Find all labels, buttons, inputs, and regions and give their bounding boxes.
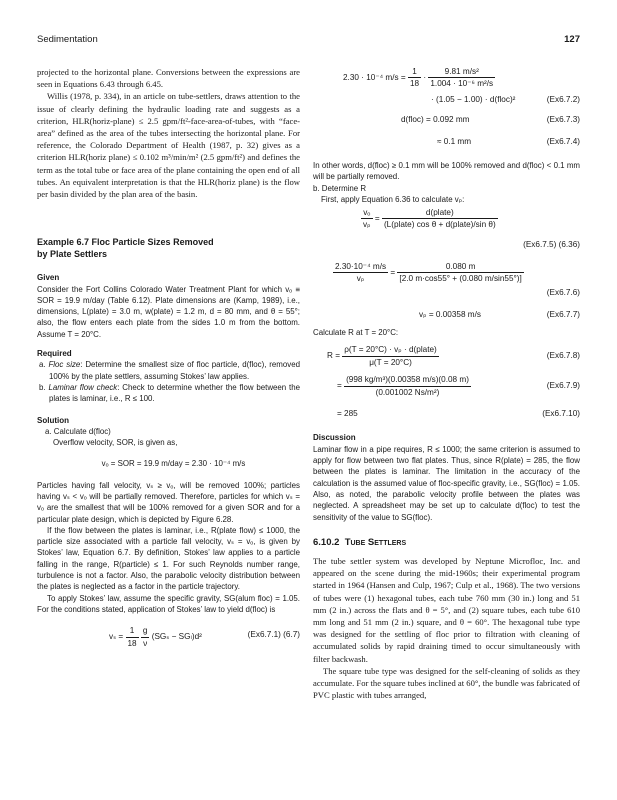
equation-ex677: vₚ = 0.00358 m/s (Ex6.7.7) [419, 310, 580, 320]
paragraph-projection: projected to the horizontal plane. Conversions between the expressions are seen in Equations 6.43 through 6.45. [37, 67, 300, 90]
example-title-line1: Example 6.7 Floc Particle Sizes Removed [37, 237, 214, 248]
section-paragraph-1: The tube settler system was developed by Neptune Microfloc, Inc. and appeared on the scene during the mid-1960s; their experimental program started in 1964 (Hansen and Culp, 1967; Culp et al., 1968). The two versions of tubes were (1) hexagonal tubes, each tube 760 mm (30 in.) long and 51 mm (2 in.) across the flats and θ = 5°, and (2) square tubes, each tube 610 mm long and 51 mm (2 in.) square, and θ = 60°. The hexagonal tube type was designed for the settling of floc prior to filtration with cleaning of accumulated solids by rapid draining timed to occur simultaneously with filter backwash. [313, 556, 580, 664]
given-text: Consider the Fort Collins Colorado Water Treatment Plant for which vₒ ≡ SOR = 19.9 m/day (Table 6.12). Plate dimensions are (Kamp, 1989), i.e., dimensions, L(plate) = 3.0 m, w(plate) = 1.2 m, d = 80 mm, and θ = 55°; also, the flow enters each plate from the sides 1.0 m from the bottom. Assume T = 20°C. [37, 284, 300, 339]
page-number: 127 [564, 34, 580, 45]
example-title [37, 236, 300, 260]
equation-overflow: vₒ = SOR = 19.9 m/day = 2.30 · 10⁻⁴ m/s [101, 459, 246, 469]
equation-ex674: ≈ 0.1 mm (Ex6.7.4) [437, 137, 580, 146]
section-running-title: Sedimentation [37, 34, 98, 45]
solution-heading: Solution [37, 415, 69, 425]
solution-a-intro: Overflow velocity, SOR, is given as, [53, 438, 178, 448]
discussion-heading: Discussion [313, 433, 356, 443]
determine-r-label: b. Determine R [313, 183, 367, 193]
spacer [37, 200, 300, 236]
spacer [37, 260, 300, 272]
equation-ex675: $\frac{\text{vₒ}}{\text{vₚ}}$ = $\frac{\text{d(plate)}}{\text{(L(plate) cos θ + d(plate)/sin θ)}}$ [363, 208, 496, 230]
required-heading: Required [37, 349, 72, 359]
required-a: a. Floc size: Determine the smallest size of floc particle, d(floc), removed 100% by the plate settlers, assuming Stokes’ law applies. [39, 360, 300, 381]
equation-ex6710: = 285 (Ex6.7.10) [337, 409, 580, 419]
section-paragraph-2: The square tube type was designed for the self-cleaning of solids as they accumulate. For the square tubes inclined at 60°, the bundle was fabricated of PVC plastic with tubes arranged, [313, 665, 580, 701]
given-heading: Given [37, 273, 60, 283]
equation-ex678: R = $\frac{\text{ρ(T = 20°C) · vₚ · d(plate)}}{\mu(T = 20^\circ C)}$ (Ex6.7.8) [327, 345, 580, 367]
paragraph-other-words: In other words, d(floc) ≥ 0.1 mm will be 100% removed and d(floc) < 0.1 mm will be partially removed. [313, 161, 580, 182]
required-b: b. Laminar flow check: Check to determine whether the flow between the plates is laminar, i.e., R ≤ 100. [39, 382, 300, 404]
example-title-line2: by Plate Settlers [37, 249, 108, 260]
determine-r-text: First, apply Equation 6.36 to calculate vₚ: [321, 194, 465, 204]
paragraph-willis: Willis (1978, p. 334), in an article on tube-settlers, draws attention to the issue of clearly defining the hydraulic loading rate and suggests as a criterion, HLR(horiz-plane) ≤ 2.5 gpm/ft²-face-area-of-tubes, with “face-area” defined as the area of the tubes intersecting the horizontal plane. For reference, the Colorado Department of Health (1987, p. 32) gives as a criterion HLR(horiz plane) ≤ 0.102 m³/min/m² (2.5 gpm/ft²) and defines the term as the total tube or face area of the plane containing the open end of all tubes. An equivalent interpretation is that the HLR(horiz plane) is the flow per basin divided by the plan area of the basin. [37, 91, 300, 200]
calculate-r-text: Calculate R at T = 20°C: [313, 328, 399, 338]
equation-ex679: = $\frac{\text{(998 kg/m³)(0.00358 m/s)(0.08 m)}}{\text{(0.001002 Ns/m²)}}$ (Ex6.7.9) [337, 375, 580, 397]
discussion-text: Laminar flow in a pipe requires, R ≤ 1000; the same criterion is assumed to apply for flow between two flat plates. Thus, since R(plate) = 285, the flow between the plates is laminar. The limitation in the accuracy of the calculation is the assumed value of floc-specific gravity, i.e., SG(floc) = 1.05. Also, as noted, the parabolic velocity profile between the plates was neglected. A spreadsheet may be set up to calculate d(floc) to test the sensitivity of the value to SG(floc). [313, 444, 580, 522]
right-column: 2.30 · 10⁻⁴ m/s = $\frac{1}{18}$ · $\frac{\text{9.81 m/s²}}{\text{1.004 · 10⁻⁶ m²/s}}$ · (1.05 − 1.00) · d(floc)² (Ex6.7.2) d(floc) = 0.092 mm (Ex6.7.3) ≈ 0.1 mm (Ex6.7.4) In other words, d(floc) ≥ 0.1 mm will be 100% removed and d(floc) < 0.1 mm will be partially removed. b. Determine R First, apply Equation 6.36 to calculate vₚ: $\frac{\text{vₒ}}{\text{vₚ}}$ = $\frac{\text{d(plate)}}{\text{(L(plate) cos θ + d(plate)/sin θ)}}$ (Ex6.7.5) (6.36) $\frac{\text{2.30·10⁻⁴ m/s}}{\text{vₚ}}$ = $\frac{0.080 m}{[2.0 m\cdot\cos 55^\circ + (0.080 m/\sin 55^\circ)]}$ (Ex6.7.6) vₚ = 0.00358 m/s (Ex6.7.7) Calculate R at T = 20°C: R = $\frac{\text{ρ(T = 20°C) · vₚ · d(plate)}}{\mu(T = 20^\circ C)}$ (Ex6.7.8) = $\frac{\text{(998 kg/m³)(0.00358 m/s)(0.08 m)}}{\text{(0.001002 Ns/m²)}}$ (Ex6.7.9) = 285 (Ex6.7.10) Discussion Laminar flow in a pipe requires, R ≤ 1000; the same criterion is assumed to apply for flow between two flat plates. Thus, since R(plate) = 285, the flow between the plates is laminar. The limitation in the accuracy of the calculation is the assumed value of floc-specific gravity, i.e., SG(floc) = 1.05. Also, as noted, the parabolic velocity profile between the plates was neglected. A spreadsheet may be set up to calculate d(floc) to test the sensitivity of the value to SG(floc). 6.10.2 Tube Settlers The tube settler system was developed by Neptune Microfloc, Inc. and appeared on the scene during the mid-1960s; their experimental program started in 1964 (Hansen and Culp, 1967; Culp et al., 1968). The two versions of tubes were (1) hexagonal tubes, each tube 760 mm (30 in.) long and 51 mm (2 in.) across the flats and θ = 5°, and (2) square tubes, each tube 610 mm long and 51 mm (2 in.) square, and θ = 60°. The hexagonal tube type was designed for the settling of floc prior to filtration with cleaning of accumulated solids by rapid draining timed to occur simultaneously with filter backwash. The square tube type was designed for the self-cleaning of solids as they accumulate. For the square tubes inclined at 60°, the bundle was fabricated of PVC plastic with tubes arranged, [313, 67, 580, 701]
left-column [37, 66, 300, 648]
equation-number: (Ex6.7.1) (6.7) [247, 630, 300, 640]
running-header [37, 34, 580, 48]
equation-stokes: vₛ = $\frac{1}{18}$ $\frac{g}{\nu}$ (SGₛ − SGₗ)d² (Ex6.7.1) (6.7) [109, 626, 300, 648]
equation-ex673: d(floc) = 0.092 mm (Ex6.7.3) [401, 115, 580, 124]
solution-paragraph-3: To apply Stokes’ law, assume the specific gravity, SG(alum floc) = 1.05. For the conditions stated, application of Stokes’ law to yield d(floc) is [37, 593, 300, 614]
solution-a-label: a. Calculate d(floc) [45, 426, 111, 436]
solution-paragraph-2: If the flow between the plates is laminar, i.e., R(plate flow) ≤ 1000, the particle size associated with a particle fall velocity, vₛ = vₒ, is given by Stokes’ law, Equation 6.7. By definition, Stokes’ law applies to a particle falling in the range, R(particle) ≤ 1. For such Reynolds number range, turbulence is not a factor. Also, the parabolic velocity distribution between the plates is neglected as a factor in the particle trajectory. [37, 525, 300, 592]
section-heading: 6.10.2 Tube Settlers [313, 536, 407, 548]
solution-paragraph-1: Particles having fall velocity, vₛ ≥ vₒ, will be removed 100%; particles having vₛ < vₒ will be partially removed. Therefore, particles for which vₛ = vₒ are the smallest that will be 100% removed for a given SOR and for a particular plate design, which is depicted by Figure 6.28. [37, 480, 300, 524]
equation-ex676: $\frac{\text{2.30·10⁻⁴ m/s}}{\text{vₚ}}$ = $\frac{0.080 m}{[2.0 m\cdot\cos 55^\circ + (0.080 m/\sin 55^\circ)]}$ [335, 262, 522, 284]
equation-ex672: 2.30 · 10⁻⁴ m/s = $\frac{1}{18}$ · $\frac{\text{9.81 m/s²}}{\text{1.004 · 10⁻⁶ m²/s}}$ · (1.05 − 1.00) · d(floc)² (Ex6.7.2) [343, 67, 580, 104]
